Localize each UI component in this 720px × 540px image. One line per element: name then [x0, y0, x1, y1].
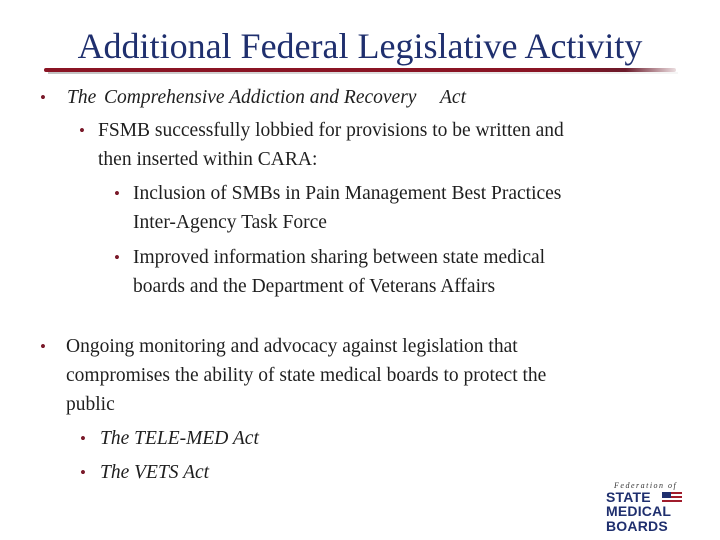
fsmb-line-1: FSMB successfully lobbied for provisions to be written and [98, 120, 564, 141]
bullet-info-sharing: • [114, 248, 120, 267]
monitoring-line-2: compromises the ability of state medical boards to protect the [66, 365, 547, 386]
bullet-fsmb: • [79, 121, 85, 140]
vets-act: The VETS Act [100, 462, 210, 483]
logo-tagline: Federation of [614, 481, 678, 490]
cara-title-the: The [67, 87, 97, 108]
info-sharing-line-2: boards and the Department of Veterans Affairs [133, 276, 496, 297]
title-rule-shadow [48, 72, 678, 74]
monitoring-line-3: public [66, 394, 115, 415]
logo-line-state: STATE [606, 489, 651, 505]
smb-inclusion-line-1: Inclusion of SMBs in Pain Management Best Practices [133, 183, 562, 204]
bullet-smb-inclusion: • [114, 184, 120, 203]
bullet-monitoring: • [40, 337, 46, 356]
cara-title-act: Act [440, 87, 466, 108]
info-sharing-line-1: Improved information sharing between state medical [133, 247, 546, 268]
cara-title-main: Comprehensive Addiction and Recovery [104, 87, 417, 108]
title-rule [44, 68, 676, 72]
fsmb-line-2: then inserted within CARA: [98, 149, 318, 170]
monitoring-line-1: Ongoing monitoring and advocacy against legislation that [66, 336, 518, 357]
fsmb-logo [606, 481, 688, 537]
smb-inclusion-line-2: Inter-Agency Task Force [133, 212, 327, 233]
logo-line-boards: BOARDS [606, 518, 668, 534]
telemed-act: The TELE-MED Act [100, 428, 259, 449]
slide-title: Additional Federal Legislative Activity [77, 26, 643, 66]
bullet-vets: • [80, 463, 86, 482]
logo-line-medical: MEDICAL [606, 503, 672, 519]
bullet-telemed: • [80, 429, 86, 448]
bullet-cara: • [40, 88, 46, 107]
